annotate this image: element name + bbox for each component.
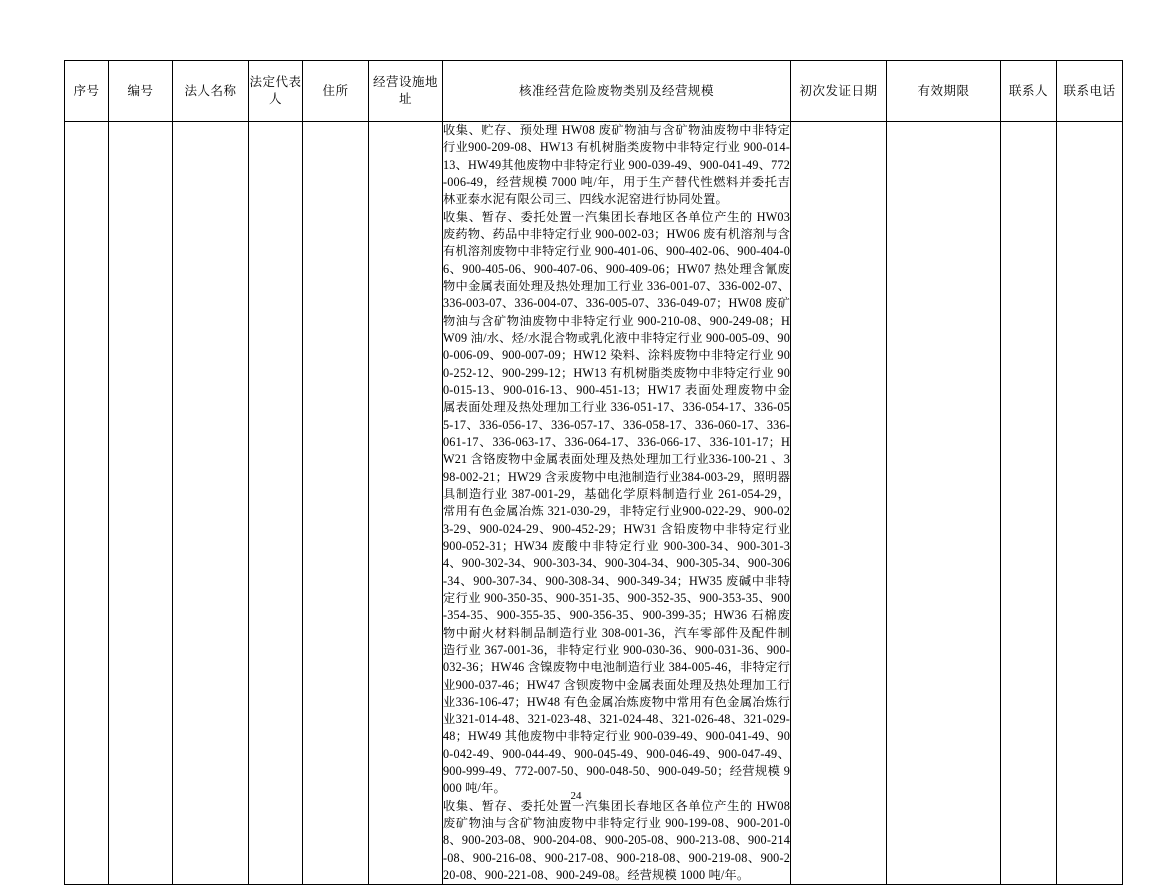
table-row (65, 122, 1123, 885)
cell-valid-period (887, 122, 1001, 885)
page-number: 24 (570, 790, 582, 802)
cell-seq (65, 122, 109, 885)
hazardous-waste-license-table (64, 60, 1123, 885)
column-header-first-issue-date: 初次发证日期 (791, 61, 887, 122)
cell-phone (1057, 122, 1123, 885)
column-header-code: 编号 (109, 61, 173, 122)
cell-approved-scope (443, 122, 791, 885)
cell-legal-name (173, 122, 249, 885)
cell-code (109, 122, 173, 885)
cell-first-issue-date (791, 122, 887, 885)
column-header-phone: 联系电话 (1057, 61, 1123, 122)
column-header-seq: 序号 (65, 61, 109, 122)
column-header-legal-name: 法人名称 (173, 61, 249, 122)
column-header-contact: 联系人 (1001, 61, 1057, 122)
approved-scope-text: 收集、暂存、委托处置一汽集团长春地区各单位产生的 HW08 废矿物油与含矿物油废物中非特定行业 900-199-08、900-201-08、900-203-08、900-204-08、900-205-08、900-213-08、900-214-08、900-216-08、900-217-08、900-218-08、900-219-08、900-220-08、900-221-08、900-249-08。经营规模 1000 吨/年。 (443, 798, 790, 883)
column-header-approved-scope: 核准经营危险废物类别及经营规模 (443, 61, 791, 122)
cell-business-address (369, 122, 443, 885)
table-header-row (65, 61, 1123, 122)
cell-legal-rep (249, 122, 303, 885)
column-header-legal-rep: 法定代表人 (249, 61, 303, 122)
cell-address (303, 122, 369, 885)
column-header-address: 住所 (303, 61, 369, 122)
approved-scope-text: 收集、贮存、预处理 HW08 废矿物油与含矿物油废物中非特定行业900-209-08、HW13 有机树脂类废物中非特定行业 900-014-13、HW49其他废物中非特定行业 900-039-49、900-041-49、772-006-49，经营规模 7000 吨/年，用于生产替代性燃料并委托吉林亚泰水泥有限公司三、四线水泥窑进行协同处置。 (443, 123, 790, 207)
cell-contact (1001, 122, 1057, 885)
column-header-valid-period: 有效期限 (887, 61, 1001, 122)
column-header-business-address: 经营设施地址 (369, 61, 443, 122)
approved-scope-text: 收集、暂存、委托处置一汽集团长春地区各单位产生的 HW03 废药物、药品中非特定行业 900-002-03；HW06 废有机溶剂与含有机溶剂废物中非特定行业 900-401-06、900-402-06、900-404-06、900-405-06、900-407-06、900-409-06；HW07 热处理含氰废物中金属表面处理及热处理加工行业 336-001-07、336-002-07、336-003-07、336-004-07、336-005-07、336-049-07；HW08 废矿物油与含矿物油废物中非特定行业 900-210-08、900-249-08；HW09 油/水、烃/水混合物或乳化液中非特定行业 900-005-09、900-006-09、900-007-09；HW12 染料、涂料废物中非特定行业 900-252-12、900-299-12；HW13 有机树脂类废物中非特定行业 900-015-13、900-016-13、900-451-13；HW17 表面处理废物中金属表面处理及热处理加工行业 336-051-17、336-054-17、336-055-17、336-056-17、336-057-17、336-058-17、336-060-17、336-061-17、336-063-17、336-064-17、336-066-17、336-101-17；HW21 含铬废物中金属表面处理及热处理加工行业336-100-21 、398-002-21；HW29 含汞废物中电池制造行业384-003-29，照明器具制造行业 387-001-29，基础化学原料制造行业 261-054-29，常用有色金属冶炼 321-030-29，非特定行业900-022-29、900-023-29、900-024-29、900-452-29；HW31 含铅废物中非特定行业 900-052-31；HW34 废酸中非特定行业 900-300-34、900-301-34、900-302-34、900-303-34、900-304-34、900-305-34、900-306-34、900-307-34、900-308-34、900-349-34；HW35 废碱中非特定行业 900-350-35、900-351-35、900-352-35、900-353-35、900-354-35、900-355-35、900-356-35、900-399-35；HW36 石棉废物中耐火材料制品制造行业 308-001-36，汽车零部件及配件制造行业 367-001-36，非特定行业 900-030-36、900-031-36、900-032-36；HW46 含镍废物中电池制造行业 384-005-46，非特定行业900-037-46；HW47 含钡废物中金属表面处理及热处理加工行业336-106-47；HW48 有色金属冶炼废物中常用有色金属冶炼行业321-014-48、321-023-48、321-024-48、321-026-48、321-029-48；HW49 其他废物中非特定行业 900-039-49、900-041-49、900-042-49、900-044-49、900-045-49、900-046-49、900-047-49、900-999-49、772-007-50、900-048-50、900-049-50；经营规模 9000 吨/年。 (443, 209, 790, 796)
